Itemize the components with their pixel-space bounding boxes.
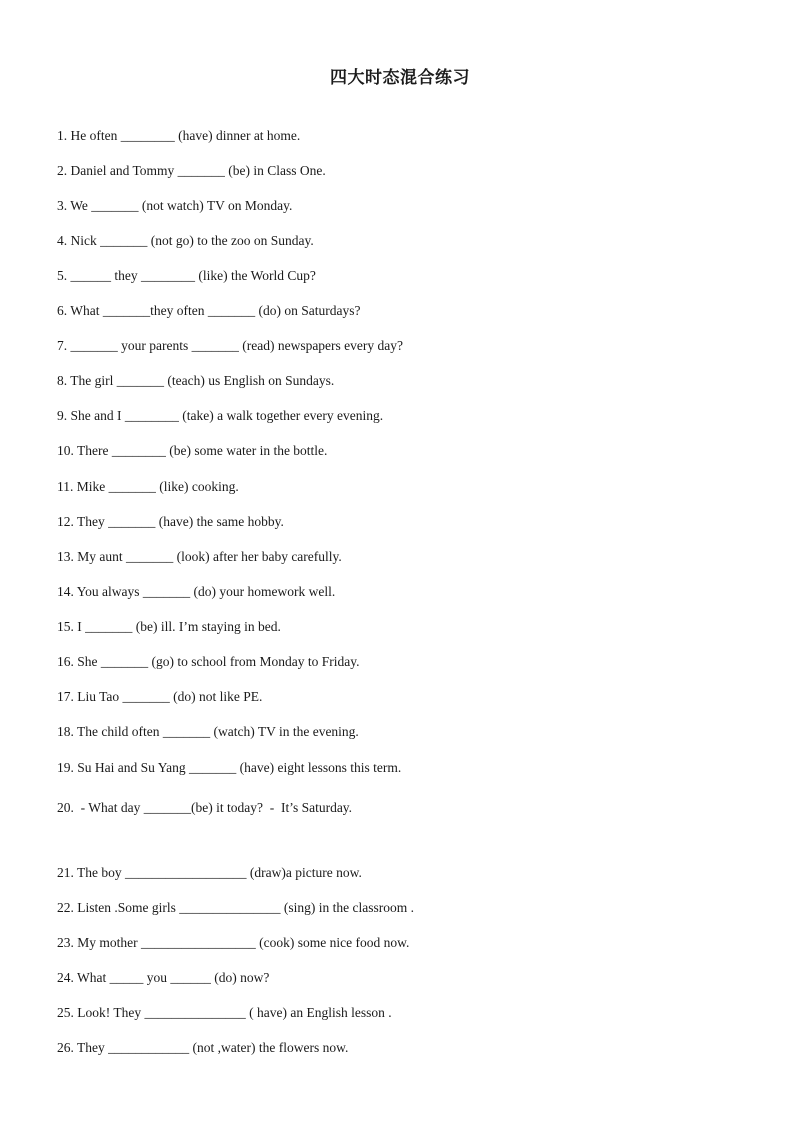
question-25: 25. Look! They _______________ ( have) an English lesson .: [57, 1005, 392, 1020]
question-11: 11. Mike _______ (like) cooking.: [57, 479, 239, 494]
question-3: 3. We _______ (not watch) TV on Monday.: [57, 198, 293, 213]
question-9: 9. She and I ________ (take) a walk together every evening.: [57, 408, 384, 423]
question-20: 20. - What day _______(be) it today? - It’s Saturday.: [57, 800, 353, 815]
question-8: 8. The girl _______ (teach) us English on Sundays.: [57, 373, 335, 388]
question-23: 23. My mother _________________ (cook) some nice food now.: [57, 935, 410, 950]
question-26: 26. They ____________ (not ,water) the flowers now.: [57, 1040, 349, 1055]
question-21: 21. The boy __________________ (draw)a picture now.: [57, 865, 362, 880]
question-10: 10. There ________ (be) some water in the bottle.: [57, 443, 328, 458]
question-12: 12. They _______ (have) the same hobby.: [57, 514, 284, 529]
question-19: 19. Su Hai and Su Yang _______ (have) eight lessons this term.: [57, 760, 402, 775]
page-title: 四大时态混合练习: [330, 68, 470, 88]
question-13: 13. My aunt _______ (look) after her baby carefully.: [57, 549, 342, 564]
question-14: 14. You always _______ (do) your homework well.: [57, 584, 336, 599]
question-22: 22. Listen .Some girls _______________ (sing) in the classroom .: [57, 900, 414, 915]
question-5: 5. ______ they ________ (like) the World Cup?: [57, 268, 316, 283]
question-16: 16. She _______ (go) to school from Monday to Friday.: [57, 654, 360, 669]
question-1: 1. He often ________ (have) dinner at home.: [57, 128, 301, 143]
question-18: 18. The child often _______ (watch) TV in the evening.: [57, 724, 359, 739]
question-2: 2. Daniel and Tommy _______ (be) in Class One.: [57, 163, 326, 178]
question-4: 4. Nick _______ (not go) to the zoo on Sunday.: [57, 233, 314, 248]
question-15: 15. I _______ (be) ill. I’m staying in bed.: [57, 619, 281, 634]
question-17: 17. Liu Tao _______ (do) not like PE.: [57, 689, 263, 704]
question-7: 7. _______ your parents _______ (read) newspapers every day?: [57, 338, 404, 353]
question-24: 24. What _____ you ______ (do) now?: [57, 970, 270, 985]
question-6: 6. What _______they often _______ (do) on Saturdays?: [57, 303, 361, 318]
